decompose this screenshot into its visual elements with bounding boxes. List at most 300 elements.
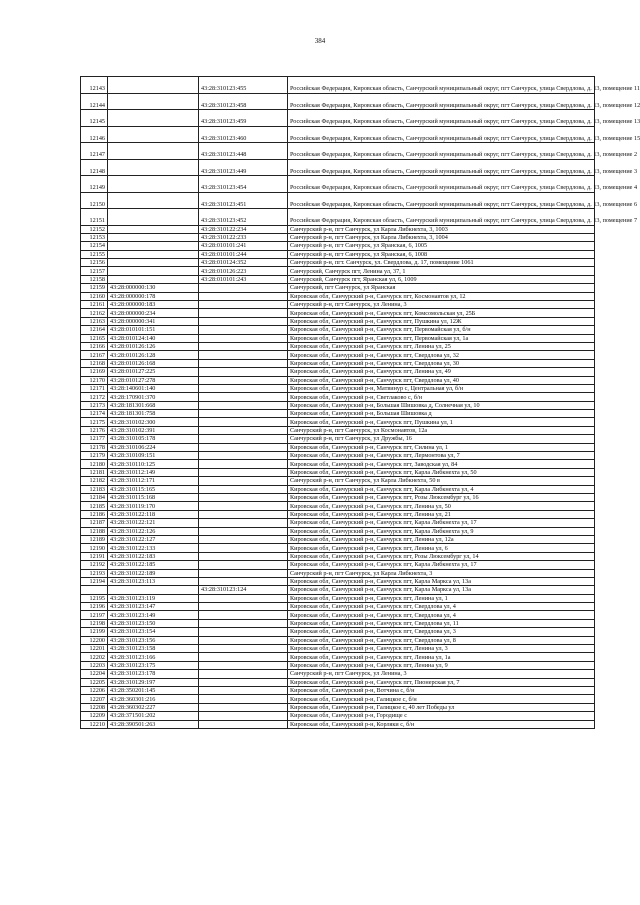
row-number: 12178 bbox=[81, 443, 108, 451]
cadastral-number-2 bbox=[199, 334, 288, 342]
table-row bbox=[81, 586, 595, 594]
row-number: 12149 bbox=[81, 176, 108, 193]
row-number: 12192 bbox=[81, 561, 108, 569]
address-cell: Кировская обл, Санчурский р-н, Санчурск пгт, Карла Либкнехта ул, 4 bbox=[288, 485, 595, 493]
cadastral-number-1: 43:28:310123:158 bbox=[108, 645, 199, 653]
address-cell: Российская Федерация, Кировская область, Санчурский муниципальный округ, пгт Санчурск, улица Свердлова, д. 13, помещение 12 bbox=[288, 93, 595, 110]
table-row bbox=[81, 317, 595, 325]
row-number: 12198 bbox=[81, 619, 108, 627]
row-number: 12159 bbox=[81, 284, 108, 292]
row-number: 12144 bbox=[81, 93, 108, 110]
row-number: 12182 bbox=[81, 477, 108, 485]
cadastral-number-1: 43:28:310122:121 bbox=[108, 519, 199, 527]
address-cell: Российская Федерация, Кировская область, Санчурский муниципальный округ, пгт Санчурск, улица Свердлова, д. 13, помещение 15 bbox=[288, 126, 595, 143]
table-row bbox=[81, 502, 595, 510]
row-number: 12187 bbox=[81, 519, 108, 527]
cadastral-number-2 bbox=[199, 477, 288, 485]
address-cell: Санчурский р-н, пгт Санчурск, ул Карла Либкнехта, 3, 1004 bbox=[288, 233, 595, 241]
cadastral-number-1: 43:28:310123:154 bbox=[108, 628, 199, 636]
table-row bbox=[81, 267, 595, 275]
table-row bbox=[81, 309, 595, 317]
row-number: 12179 bbox=[81, 452, 108, 460]
cadastral-number-1: 43:28:181301:668 bbox=[108, 401, 199, 409]
address-cell: Российская Федерация, Кировская область, Санчурский муниципальный округ, пгт Санчурск, улица Свердлова, д. 13, помещение 3 bbox=[288, 159, 595, 176]
cadastral-number-1: 43:28:390501:263 bbox=[108, 720, 199, 728]
address-cell: Кировская обл, Санчурский р-н, Санчурск пгт, Пушкина ул, 1 bbox=[288, 418, 595, 426]
cadastral-number-2 bbox=[199, 686, 288, 694]
cadastral-number-2 bbox=[199, 468, 288, 476]
cadastral-number-2 bbox=[199, 535, 288, 543]
table-row bbox=[81, 126, 595, 143]
cadastral-number-2 bbox=[199, 670, 288, 678]
row-number: 12147 bbox=[81, 143, 108, 160]
address-cell: Кировская обл, Санчурский р-н, Санчурск пгт, Лермонтова ул, 7 bbox=[288, 452, 595, 460]
row-number: 12146 bbox=[81, 126, 108, 143]
cadastral-number-1: 43:28:310102:391 bbox=[108, 426, 199, 434]
cadastral-number-2 bbox=[199, 628, 288, 636]
row-number: 12197 bbox=[81, 611, 108, 619]
cadastral-number-1: 43:28:310122:118 bbox=[108, 510, 199, 518]
address-cell: Кировская обл, Санчурский р-н, Санчурск пгт, Силина ул, 1 bbox=[288, 443, 595, 451]
address-cell: Кировская обл, Санчурский р-н, Санчурск пгт, Свердлова ул, 40 bbox=[288, 376, 595, 384]
table-row bbox=[81, 494, 595, 502]
cadastral-number-1: 43:28:310110:125 bbox=[108, 460, 199, 468]
table-row bbox=[81, 93, 595, 110]
table-row bbox=[81, 552, 595, 560]
row-number: 12199 bbox=[81, 628, 108, 636]
cadastral-number-2: 43:28:310123:452 bbox=[199, 209, 288, 226]
cadastral-number-1: 43:28:181301:758 bbox=[108, 410, 199, 418]
cadastral-number-2: 43:28:310123:124 bbox=[199, 586, 288, 594]
table-row bbox=[81, 645, 595, 653]
row-number: 12189 bbox=[81, 535, 108, 543]
table-row bbox=[81, 393, 595, 401]
cadastral-number-1 bbox=[108, 259, 199, 267]
row-number: 12183 bbox=[81, 485, 108, 493]
cadastral-number-1: 43:28:310122:189 bbox=[108, 569, 199, 577]
row-number: 12148 bbox=[81, 159, 108, 176]
cadastral-number-1 bbox=[108, 275, 199, 283]
table-row bbox=[81, 326, 595, 334]
table-row bbox=[81, 594, 595, 602]
address-cell: Кировская обл, Санчурский р-н, Санчурск пгт, Первомайская ул, б/н bbox=[288, 326, 595, 334]
table-row bbox=[81, 77, 595, 94]
row-number: 12166 bbox=[81, 342, 108, 350]
cadastral-number-2 bbox=[199, 619, 288, 627]
row-number: 12205 bbox=[81, 678, 108, 686]
address-cell: Кировская обл, Санчурский р-н, Большая Шишовка д bbox=[288, 410, 595, 418]
row-number: 12195 bbox=[81, 594, 108, 602]
row-number: 12209 bbox=[81, 712, 108, 720]
cadastral-number-1: 43:28:360301:216 bbox=[108, 695, 199, 703]
cadastral-number-2: 43:28:310123:454 bbox=[199, 176, 288, 193]
address-cell: Кировская обл, Санчурский р-н, Вотчина с, б/н bbox=[288, 686, 595, 694]
cadastral-number-2 bbox=[199, 661, 288, 669]
row-number: 12157 bbox=[81, 267, 108, 275]
cadastral-number-2: 43:28:010101:241 bbox=[199, 242, 288, 250]
cadastral-number-1: 43:28:310115:168 bbox=[108, 494, 199, 502]
row-number: 12188 bbox=[81, 527, 108, 535]
table-row bbox=[81, 334, 595, 342]
cadastral-number-1 bbox=[108, 250, 199, 258]
row-number: 12174 bbox=[81, 410, 108, 418]
table-row bbox=[81, 301, 595, 309]
cadastral-number-1: 43:28:310122:183 bbox=[108, 552, 199, 560]
cadastral-number-2 bbox=[199, 351, 288, 359]
address-cell: Российская Федерация, Кировская область, Санчурский муниципальный округ, пгт Санчурск, улица Свердлова, д. 13, помещение 7 bbox=[288, 209, 595, 226]
cadastral-number-2: 43:28:010126:223 bbox=[199, 267, 288, 275]
cadastral-number-2 bbox=[199, 569, 288, 577]
cadastral-number-1 bbox=[108, 225, 199, 233]
row-number: 12184 bbox=[81, 494, 108, 502]
table-row bbox=[81, 259, 595, 267]
table-row bbox=[81, 485, 595, 493]
table-row bbox=[81, 577, 595, 585]
table-row bbox=[81, 368, 595, 376]
cadastral-number-2 bbox=[199, 301, 288, 309]
row-number: 12169 bbox=[81, 368, 108, 376]
row-number: 12172 bbox=[81, 393, 108, 401]
cadastral-number-2: 43:28:310123:449 bbox=[199, 159, 288, 176]
cadastral-number-2 bbox=[199, 292, 288, 300]
cadastral-number-2: 43:28:310123:448 bbox=[199, 143, 288, 160]
address-cell: Кировская обл, Санчурский р-н, Корляки с, б/н bbox=[288, 720, 595, 728]
address-cell: Кировская обл, Санчурский р-н, Санчурск пгт, Карла Либкнехта ул, 50 bbox=[288, 468, 595, 476]
address-cell: Кировская обл, Санчурский р-н, Санчурск пгт, Первомайская ул, 1а bbox=[288, 334, 595, 342]
address-cell: Российская Федерация, Кировская область, Санчурский муниципальный округ, пгт Санчурск, улица Свердлова, д. 13, помещение 11 bbox=[288, 77, 595, 94]
address-cell: Российская Федерация, Кировская область, Санчурский муниципальный округ, пгт Санчурск, улица Свердлова, д. 13, помещение 4 bbox=[288, 176, 595, 193]
table-row bbox=[81, 653, 595, 661]
cadastral-number-2 bbox=[199, 317, 288, 325]
cadastral-number-1: 43:28:310119:170 bbox=[108, 502, 199, 510]
row-number: 12173 bbox=[81, 401, 108, 409]
address-cell: Кировская обл, Санчурский р-н, Санчурск пгт, Карла Либкнехта ул, 17 bbox=[288, 561, 595, 569]
table-row bbox=[81, 535, 595, 543]
cadastral-number-1: 43:28:010127:225 bbox=[108, 368, 199, 376]
cadastral-number-2: 43:28:010101:243 bbox=[199, 275, 288, 283]
cadastral-number-1 bbox=[108, 176, 199, 193]
table-row bbox=[81, 611, 595, 619]
address-cell: Кировская обл, Санчурский р-н, Матвинур с, Центральная ул, б/н bbox=[288, 384, 595, 392]
cadastral-number-2 bbox=[199, 426, 288, 434]
cadastral-number-1 bbox=[108, 110, 199, 127]
cadastral-number-2 bbox=[199, 510, 288, 518]
cadastral-number-2: 43:28:310123:458 bbox=[199, 93, 288, 110]
address-cell: Кировская обл, Санчурский р-н, Санчурск пгт, Карла Либкнехта ул, 17 bbox=[288, 519, 595, 527]
row-number: 12203 bbox=[81, 661, 108, 669]
page-number: 384 bbox=[314, 37, 326, 45]
cadastral-number-2 bbox=[199, 502, 288, 510]
row-number: 12191 bbox=[81, 552, 108, 560]
cadastral-number-1 bbox=[108, 242, 199, 250]
cadastral-number-2 bbox=[199, 384, 288, 392]
row-number: 12156 bbox=[81, 259, 108, 267]
row-number: 12165 bbox=[81, 334, 108, 342]
table-row bbox=[81, 460, 595, 468]
address-cell: Российская Федерация, Кировская область, Санчурский муниципальный округ, пгт Санчурск, улица Свердлова, д. 13, помещение 2 bbox=[288, 143, 595, 160]
cadastral-number-2 bbox=[199, 393, 288, 401]
cadastral-number-1: 43:28:310123:156 bbox=[108, 636, 199, 644]
registry-table bbox=[80, 76, 640, 729]
row-number: 12168 bbox=[81, 359, 108, 367]
row-number: 12194 bbox=[81, 577, 108, 585]
cadastral-number-2 bbox=[199, 611, 288, 619]
row-number: 12185 bbox=[81, 502, 108, 510]
cadastral-number-1: 43:28:310129:197 bbox=[108, 678, 199, 686]
cadastral-number-1: 43:28:310102:300 bbox=[108, 418, 199, 426]
address-cell: Санчурский р-н, пгт Санчурск, ул Карла Либкнехта, 3, 1003 bbox=[288, 225, 595, 233]
address-cell: Кировская обл, Санчурский р-н, Санчурск пгт, Свердлова ул, 32 bbox=[288, 351, 595, 359]
cadastral-number-2 bbox=[199, 401, 288, 409]
address-cell: Санчурский р-н, пгт Санчурск, ул Дружбы, 16 bbox=[288, 435, 595, 443]
cadastral-number-1 bbox=[108, 209, 199, 226]
cadastral-number-2 bbox=[199, 695, 288, 703]
address-cell: Санчурский р-н, пгт Санчурск, ул Космонавтов, 12а bbox=[288, 426, 595, 434]
table-row bbox=[81, 418, 595, 426]
cadastral-number-2: 43:28:310122:234 bbox=[199, 225, 288, 233]
table-row bbox=[81, 544, 595, 552]
address-cell: Кировская обл, Санчурский р-н, Санчурск пгт, Ленина ул, 1 bbox=[288, 594, 595, 602]
address-cell: Кировская обл, Санчурский р-н, Санчурск пгт, Космонавтов ул, 12 bbox=[288, 292, 595, 300]
cadastral-number-2 bbox=[199, 703, 288, 711]
cadastral-number-1 bbox=[108, 159, 199, 176]
cadastral-number-2 bbox=[199, 594, 288, 602]
cadastral-number-1: 43:28:000000:341 bbox=[108, 317, 199, 325]
cadastral-number-1: 43:28:010126:126 bbox=[108, 342, 199, 350]
address-cell: Санчурский р-н, пгт Санчурск, ул Яранская, 6, 1005 bbox=[288, 242, 595, 250]
cadastral-number-1: 43:28:000000:178 bbox=[108, 292, 199, 300]
cadastral-number-2 bbox=[199, 326, 288, 334]
cadastral-number-1: 43:28:371501:202 bbox=[108, 712, 199, 720]
cadastral-number-1 bbox=[108, 143, 199, 160]
row-number: 12171 bbox=[81, 384, 108, 392]
table-row bbox=[81, 636, 595, 644]
cadastral-number-2 bbox=[199, 653, 288, 661]
row-number: 12145 bbox=[81, 110, 108, 127]
address-cell: Санчурский р-н, пгт Санчурск, ул Ленина, 3 bbox=[288, 670, 595, 678]
cadastral-number-1: 43:28:310115:165 bbox=[108, 485, 199, 493]
cadastral-number-2 bbox=[199, 452, 288, 460]
table-row bbox=[81, 569, 595, 577]
address-cell: Кировская обл, Санчурский р-н, Санчурск пгт, Ленина ул, 49 bbox=[288, 368, 595, 376]
row-number: 12196 bbox=[81, 603, 108, 611]
row-number: 12162 bbox=[81, 309, 108, 317]
address-cell: Кировская обл, Санчурский р-н, Санчурск пгт, Ленина ул, 12а bbox=[288, 535, 595, 543]
table-row bbox=[81, 670, 595, 678]
cadastral-number-1 bbox=[108, 77, 199, 94]
address-cell: Кировская обл, Санчурский р-н, Санчурск пгт, Заводская ул, 84 bbox=[288, 460, 595, 468]
address-cell: Кировская обл, Санчурский р-н, Галицкое с, б/н bbox=[288, 695, 595, 703]
address-cell: Кировская обл, Санчурский р-н, Санчурск пгт, Ленина ул, 25 bbox=[288, 342, 595, 350]
table-row bbox=[81, 110, 595, 127]
table-row bbox=[81, 284, 595, 292]
address-cell: Кировская обл, Санчурский р-н, Санчурск пгт, Свердлова ул, 8 bbox=[288, 636, 595, 644]
row-number: 12158 bbox=[81, 275, 108, 283]
cadastral-number-1: 43:28:310123:147 bbox=[108, 603, 199, 611]
cadastral-number-2 bbox=[199, 443, 288, 451]
cadastral-number-2: 43:28:310123:451 bbox=[199, 192, 288, 209]
cadastral-number-2 bbox=[199, 577, 288, 585]
table-row bbox=[81, 359, 595, 367]
table-row bbox=[81, 477, 595, 485]
cadastral-number-1: 43:28:010124:140 bbox=[108, 334, 199, 342]
row-number: 12163 bbox=[81, 317, 108, 325]
address-cell: Кировская обл, Санчурский р-н, Городище с bbox=[288, 712, 595, 720]
cadastral-number-1: 43:28:140601:140 bbox=[108, 384, 199, 392]
cadastral-number-2: 43:28:310123:455 bbox=[199, 77, 288, 94]
cadastral-number-1: 43:28:310123:166 bbox=[108, 653, 199, 661]
address-cell: Кировская обл, Санчурский р-н, Галицкое с, 40 лет Победы ул bbox=[288, 703, 595, 711]
table-row bbox=[81, 292, 595, 300]
table-row bbox=[81, 401, 595, 409]
row-number: 12170 bbox=[81, 376, 108, 384]
cadastral-number-2: 43:28:010101:244 bbox=[199, 250, 288, 258]
cadastral-number-1: 43:28:010127:278 bbox=[108, 376, 199, 384]
cadastral-number-1: 43:28:000000:130 bbox=[108, 284, 199, 292]
cadastral-number-2 bbox=[199, 678, 288, 686]
table-row bbox=[81, 686, 595, 694]
cadastral-number-1 bbox=[108, 233, 199, 241]
cadastral-number-2 bbox=[199, 720, 288, 728]
cadastral-number-2: 43:28:310123:459 bbox=[199, 110, 288, 127]
table-row bbox=[81, 435, 595, 443]
table-row bbox=[81, 233, 595, 241]
cadastral-number-2 bbox=[199, 309, 288, 317]
cadastral-number-1: 43:28:310123:178 bbox=[108, 670, 199, 678]
cadastral-number-2 bbox=[199, 368, 288, 376]
table-row bbox=[81, 720, 595, 728]
cadastral-number-1: 43:28:310122:127 bbox=[108, 535, 199, 543]
row-number: 12143 bbox=[81, 77, 108, 94]
address-cell: Российская Федерация, Кировская область, Санчурский муниципальный округ, пгт Санчурск, улица Свердлова, д. 13, помещение 6 bbox=[288, 192, 595, 209]
row-number: 12175 bbox=[81, 418, 108, 426]
cadastral-number-1: 43:28:310123:113 bbox=[108, 577, 199, 585]
table-row bbox=[81, 159, 595, 176]
cadastral-number-2: 43:28:310123:460 bbox=[199, 126, 288, 143]
address-cell: Кировская обл, Санчурский р-н, Санчурск пгт, Розы Люксембург ул, 14 bbox=[288, 552, 595, 560]
table-row bbox=[81, 250, 595, 258]
row-number: 12181 bbox=[81, 468, 108, 476]
cadastral-number-1: 43:28:310109:151 bbox=[108, 452, 199, 460]
cadastral-number-1: 43:28:310105:178 bbox=[108, 435, 199, 443]
address-cell: Кировская обл, Санчурский р-н, Санчурск пгт, Пионерская ул, 7 bbox=[288, 678, 595, 686]
cadastral-number-2 bbox=[199, 342, 288, 350]
table-row bbox=[81, 426, 595, 434]
row-number: 12190 bbox=[81, 544, 108, 552]
table-row bbox=[81, 275, 595, 283]
cadastral-number-2 bbox=[199, 603, 288, 611]
cadastral-number-1 bbox=[108, 586, 199, 594]
cadastral-number-1: 43:28:310123:175 bbox=[108, 661, 199, 669]
row-number: 12167 bbox=[81, 351, 108, 359]
table-row bbox=[81, 209, 595, 226]
table-row bbox=[81, 376, 595, 384]
cadastral-number-2 bbox=[199, 418, 288, 426]
row-number: 12200 bbox=[81, 636, 108, 644]
table-row bbox=[81, 342, 595, 350]
address-cell: Кировская обл, Санчурский р-н, Санчурск пгт, Ленина ул, 21 bbox=[288, 510, 595, 518]
row-number: 12186 bbox=[81, 510, 108, 518]
row-number: 12155 bbox=[81, 250, 108, 258]
address-cell: Санчурский р-н, пгт Санчурск, ул Карла Либкнехта, 3 bbox=[288, 569, 595, 577]
cadastral-number-2 bbox=[199, 519, 288, 527]
row-number: 12207 bbox=[81, 695, 108, 703]
cadastral-number-1 bbox=[108, 267, 199, 275]
row-number: 12201 bbox=[81, 645, 108, 653]
row-number: 12193 bbox=[81, 569, 108, 577]
cadastral-number-2 bbox=[199, 359, 288, 367]
address-cell: Кировская обл, Санчурский р-н, Санчурск пгт, Свердлова ул, 4 bbox=[288, 611, 595, 619]
address-cell: Кировская обл, Санчурский р-н, Санчурск пгт, Свердлова ул, 4 bbox=[288, 603, 595, 611]
address-cell: Кировская обл, Санчурский р-н, Санчурск пгт, Комсомольская ул, 25Б bbox=[288, 309, 595, 317]
table-row bbox=[81, 619, 595, 627]
cadastral-number-2 bbox=[199, 636, 288, 644]
address-cell: Кировская обл, Санчурский р-н, Светлаково с, б/н bbox=[288, 393, 595, 401]
cadastral-number-1: 43:28:010101:151 bbox=[108, 326, 199, 334]
cadastral-number-1: 43:28:170901:370 bbox=[108, 393, 199, 401]
row-number: 12210 bbox=[81, 720, 108, 728]
address-cell: Санчурский р-н, пгт Санчурск, ул Яранская, 6, 1008 bbox=[288, 250, 595, 258]
address-cell: Санчурский р-н, пгт Санчурск, ул Ленина, 3 bbox=[288, 301, 595, 309]
address-cell: Российская Федерация, Кировская область, Санчурский муниципальный округ, пгт Санчурск, улица Свердлова, д. 13, помещение 13 bbox=[288, 110, 595, 127]
table-row bbox=[81, 678, 595, 686]
row-number: 12164 bbox=[81, 326, 108, 334]
address-cell: Кировская обл, Санчурский р-н, Санчурск пгт, Свердлова ул, 3 bbox=[288, 628, 595, 636]
cadastral-number-1 bbox=[108, 192, 199, 209]
cadastral-number-2 bbox=[199, 544, 288, 552]
cadastral-number-2 bbox=[199, 410, 288, 418]
table-row bbox=[81, 695, 595, 703]
table-row bbox=[81, 384, 595, 392]
address-cell: Кировская обл, Санчурский р-н, Санчурск пгт, Карла Либкнехта ул, 9 bbox=[288, 527, 595, 535]
cadastral-number-2 bbox=[199, 435, 288, 443]
row-number: 12177 bbox=[81, 435, 108, 443]
table-row bbox=[81, 176, 595, 193]
cadastral-number-1: 43:28:310123:150 bbox=[108, 619, 199, 627]
address-cell: Кировская обл, Санчурский р-н, Санчурск пгт, Ленина ул, 9 bbox=[288, 661, 595, 669]
cadastral-number-2 bbox=[199, 284, 288, 292]
row-number: 12150 bbox=[81, 192, 108, 209]
address-cell: Кировская обл, Санчурский р-н, Санчурск пгт, Ленина ул, 50 bbox=[288, 502, 595, 510]
address-cell: Кировская обл, Санчурский р-н, Санчурск пгт, Ленина ул, 6 bbox=[288, 544, 595, 552]
cadastral-number-1: 43:28:310122:126 bbox=[108, 527, 199, 535]
address-cell: Кировская обл, Санчурский р-н, Санчурск пгт, Карла Маркса ул, 13а bbox=[288, 586, 595, 594]
address-cell: Санчурский, Санчурск пгт, Ленина ул, 37, 1 bbox=[288, 267, 595, 275]
row-number: 12180 bbox=[81, 460, 108, 468]
table-row bbox=[81, 661, 595, 669]
table-row bbox=[81, 242, 595, 250]
cadastral-number-2 bbox=[199, 485, 288, 493]
cadastral-number-2 bbox=[199, 494, 288, 502]
row-number: 12204 bbox=[81, 670, 108, 678]
cadastral-number-2: 43:28:310122:233 bbox=[199, 233, 288, 241]
cadastral-number-1: 43:28:310106:224 bbox=[108, 443, 199, 451]
row-number: 12206 bbox=[81, 686, 108, 694]
cadastral-number-1: 43:28:350201:145 bbox=[108, 686, 199, 694]
table-row bbox=[81, 192, 595, 209]
table-row bbox=[81, 603, 595, 611]
cadastral-number-1: 43:28:310122:133 bbox=[108, 544, 199, 552]
table-row bbox=[81, 519, 595, 527]
address-cell: Кировская обл, Санчурский р-н, Санчурск пгт, Розы Люксембург ул, 16 bbox=[288, 494, 595, 502]
table-row bbox=[81, 452, 595, 460]
address-cell: Кировская обл, Санчурский р-н, Санчурск пгт, Ленина ул, 1а bbox=[288, 653, 595, 661]
table-row bbox=[81, 225, 595, 233]
table-row bbox=[81, 351, 595, 359]
cadastral-number-1: 43:28:360302:227 bbox=[108, 703, 199, 711]
cadastral-number-2 bbox=[199, 460, 288, 468]
table-row bbox=[81, 143, 595, 160]
